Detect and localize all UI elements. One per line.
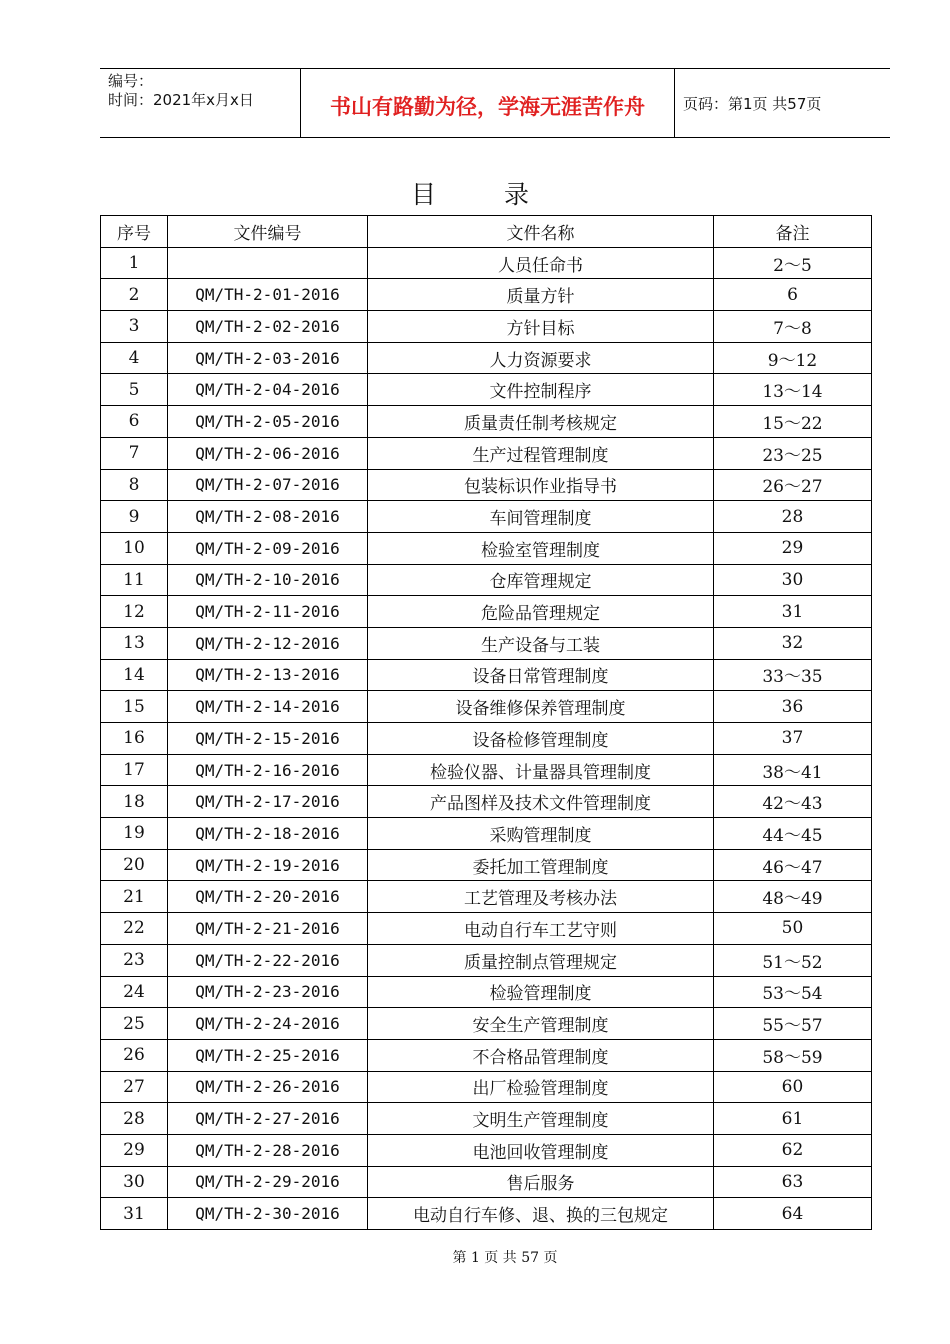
row-file-name: 文明生产管理制度 xyxy=(368,1103,714,1135)
page-header xyxy=(100,68,890,138)
row-remarks: 63 xyxy=(714,1166,872,1198)
row-file-name: 设备检修管理制度 xyxy=(368,723,714,755)
row-seq: 4 xyxy=(101,342,168,374)
table-row xyxy=(101,786,872,818)
row-file-number: QM/TH-2-24-2016 xyxy=(168,1008,368,1040)
row-seq: 6 xyxy=(101,406,168,438)
row-remarks: 36 xyxy=(714,691,872,723)
row-seq: 10 xyxy=(101,532,168,564)
row-file-name: 车间管理制度 xyxy=(368,501,714,533)
row-file-name: 质量责任制考核规定 xyxy=(368,406,714,438)
table-row xyxy=(101,1134,872,1166)
row-remarks: 15～22 xyxy=(714,406,872,438)
row-file-name: 设备日常管理制度 xyxy=(368,659,714,691)
row-file-name: 工艺管理及考核办法 xyxy=(368,881,714,913)
table-of-contents xyxy=(100,215,872,1230)
row-file-number: QM/TH-2-14-2016 xyxy=(168,691,368,723)
row-remarks: 60 xyxy=(714,1071,872,1103)
row-remarks: 48～49 xyxy=(714,881,872,913)
row-remarks: 13～14 xyxy=(714,374,872,406)
row-file-number: QM/TH-2-10-2016 xyxy=(168,564,368,596)
row-file-name: 不合格品管理制度 xyxy=(368,1039,714,1071)
table-row xyxy=(101,976,872,1008)
table-row xyxy=(101,944,872,976)
row-file-name: 采购管理制度 xyxy=(368,818,714,850)
row-file-name: 售后服务 xyxy=(368,1166,714,1198)
row-seq: 13 xyxy=(101,627,168,659)
table-row xyxy=(101,818,872,850)
table-row xyxy=(101,279,872,311)
row-file-number: QM/TH-2-25-2016 xyxy=(168,1039,368,1071)
document-number-label: 编号： xyxy=(108,72,154,90)
header-meta xyxy=(100,69,301,137)
row-seq: 19 xyxy=(101,818,168,850)
table-row xyxy=(101,564,872,596)
row-file-number: QM/TH-2-11-2016 xyxy=(168,596,368,628)
row-file-name: 检验室管理制度 xyxy=(368,532,714,564)
row-seq: 15 xyxy=(101,691,168,723)
row-remarks: 58～59 xyxy=(714,1039,872,1071)
row-file-number: QM/TH-2-22-2016 xyxy=(168,944,368,976)
row-seq: 7 xyxy=(101,437,168,469)
row-file-name: 产品图样及技术文件管理制度 xyxy=(368,786,714,818)
row-seq: 3 xyxy=(101,311,168,343)
table-row xyxy=(101,1166,872,1198)
table-row xyxy=(101,406,872,438)
header-motto: 书山有路勤为径，学海无涯苦作舟 xyxy=(301,69,675,137)
row-file-name: 仓库管理规定 xyxy=(368,564,714,596)
row-seq: 30 xyxy=(101,1166,168,1198)
row-seq: 12 xyxy=(101,596,168,628)
row-file-number: QM/TH-2-13-2016 xyxy=(168,659,368,691)
row-file-name: 质量控制点管理规定 xyxy=(368,944,714,976)
row-remarks: 23～25 xyxy=(714,437,872,469)
row-file-name: 质量方针 xyxy=(368,279,714,311)
page-footer: 第 1 页 共 57 页 xyxy=(452,1250,558,1266)
row-seq: 14 xyxy=(101,659,168,691)
row-file-name: 电动自行车修、退、换的三包规定 xyxy=(368,1198,714,1230)
table-row xyxy=(101,1103,872,1135)
row-file-number: QM/TH-2-02-2016 xyxy=(168,311,368,343)
row-seq: 8 xyxy=(101,469,168,501)
page-title: 目 录 xyxy=(411,180,559,209)
table-row xyxy=(101,849,872,881)
row-file-number: QM/TH-2-28-2016 xyxy=(168,1134,368,1166)
row-remarks: 29 xyxy=(714,532,872,564)
table-body xyxy=(101,247,872,1229)
header-seq: 序号 xyxy=(101,216,168,248)
row-file-number: QM/TH-2-27-2016 xyxy=(168,1103,368,1135)
row-file-number: QM/TH-2-20-2016 xyxy=(168,881,368,913)
row-file-name: 设备维修保养管理制度 xyxy=(368,691,714,723)
row-file-number: QM/TH-2-01-2016 xyxy=(168,279,368,311)
row-remarks: 9～12 xyxy=(714,342,872,374)
row-file-number: QM/TH-2-03-2016 xyxy=(168,342,368,374)
table-row xyxy=(101,627,872,659)
row-remarks: 6 xyxy=(714,279,872,311)
row-remarks: 30 xyxy=(714,564,872,596)
table-row xyxy=(101,374,872,406)
row-remarks: 26～27 xyxy=(714,469,872,501)
row-seq: 27 xyxy=(101,1071,168,1103)
row-file-name: 生产设备与工装 xyxy=(368,627,714,659)
row-seq: 18 xyxy=(101,786,168,818)
row-file-number: QM/TH-2-04-2016 xyxy=(168,374,368,406)
row-remarks: 64 xyxy=(714,1198,872,1230)
row-file-number: QM/TH-2-30-2016 xyxy=(168,1198,368,1230)
row-seq: 9 xyxy=(101,501,168,533)
row-remarks: 42～43 xyxy=(714,786,872,818)
table-row xyxy=(101,1198,872,1230)
row-seq: 17 xyxy=(101,754,168,786)
row-file-name: 人力资源要求 xyxy=(368,342,714,374)
row-file-name: 生产过程管理制度 xyxy=(368,437,714,469)
row-seq: 2 xyxy=(101,279,168,311)
row-seq: 26 xyxy=(101,1039,168,1071)
row-file-number: QM/TH-2-29-2016 xyxy=(168,1166,368,1198)
row-seq: 20 xyxy=(101,849,168,881)
row-file-number xyxy=(168,247,368,279)
table-row xyxy=(101,913,872,945)
table-row xyxy=(101,691,872,723)
row-remarks: 62 xyxy=(714,1134,872,1166)
row-remarks: 50 xyxy=(714,913,872,945)
row-remarks: 28 xyxy=(714,501,872,533)
row-seq: 21 xyxy=(101,881,168,913)
row-file-number: QM/TH-2-07-2016 xyxy=(168,469,368,501)
table-row xyxy=(101,437,872,469)
row-seq: 16 xyxy=(101,723,168,755)
table-row xyxy=(101,342,872,374)
table-header-row xyxy=(101,216,872,248)
row-file-number: QM/TH-2-18-2016 xyxy=(168,818,368,850)
row-remarks: 46～47 xyxy=(714,849,872,881)
row-file-number: QM/TH-2-23-2016 xyxy=(168,976,368,1008)
row-file-number: QM/TH-2-19-2016 xyxy=(168,849,368,881)
row-remarks: 33～35 xyxy=(714,659,872,691)
header-file-name: 文件名称 xyxy=(368,216,714,248)
row-file-name: 出厂检验管理制度 xyxy=(368,1071,714,1103)
row-file-name: 电动自行车工艺守则 xyxy=(368,913,714,945)
row-remarks: 44～45 xyxy=(714,818,872,850)
row-file-name: 委托加工管理制度 xyxy=(368,849,714,881)
row-remarks: 37 xyxy=(714,723,872,755)
table-row xyxy=(101,247,872,279)
table-row xyxy=(101,311,872,343)
row-file-name: 人员任命书 xyxy=(368,247,714,279)
row-remarks: 38～41 xyxy=(714,754,872,786)
header-file-number: 文件编号 xyxy=(168,216,368,248)
row-file-number: QM/TH-2-16-2016 xyxy=(168,754,368,786)
row-file-name: 安全生产管理制度 xyxy=(368,1008,714,1040)
row-remarks: 7～8 xyxy=(714,311,872,343)
table-row xyxy=(101,723,872,755)
row-seq: 22 xyxy=(101,913,168,945)
row-file-name: 电池回收管理制度 xyxy=(368,1134,714,1166)
row-remarks: 61 xyxy=(714,1103,872,1135)
row-file-name: 文件控制程序 xyxy=(368,374,714,406)
row-seq: 11 xyxy=(101,564,168,596)
row-seq: 24 xyxy=(101,976,168,1008)
row-remarks: 32 xyxy=(714,627,872,659)
row-file-name: 检验仪器、计量器具管理制度 xyxy=(368,754,714,786)
row-seq: 23 xyxy=(101,944,168,976)
row-seq: 28 xyxy=(101,1103,168,1135)
row-file-number: QM/TH-2-15-2016 xyxy=(168,723,368,755)
document-date: 时间：2021年x月x日 xyxy=(108,91,254,109)
row-seq: 1 xyxy=(101,247,168,279)
row-remarks: 51～52 xyxy=(714,944,872,976)
table-row xyxy=(101,501,872,533)
row-remarks: 31 xyxy=(714,596,872,628)
row-file-number: QM/TH-2-26-2016 xyxy=(168,1071,368,1103)
row-file-number: QM/TH-2-06-2016 xyxy=(168,437,368,469)
row-file-number: QM/TH-2-09-2016 xyxy=(168,532,368,564)
table-row xyxy=(101,596,872,628)
header-page-info: 页码：第1页 共57页 xyxy=(683,94,822,113)
row-file-number: QM/TH-2-12-2016 xyxy=(168,627,368,659)
row-file-number: QM/TH-2-05-2016 xyxy=(168,406,368,438)
header-remarks: 备注 xyxy=(714,216,872,248)
table-row xyxy=(101,1071,872,1103)
table-row xyxy=(101,1008,872,1040)
row-file-number: QM/TH-2-21-2016 xyxy=(168,913,368,945)
row-file-name: 方针目标 xyxy=(368,311,714,343)
row-remarks: 55～57 xyxy=(714,1008,872,1040)
table-row xyxy=(101,1039,872,1071)
row-remarks: 53～54 xyxy=(714,976,872,1008)
table-row xyxy=(101,469,872,501)
table-row xyxy=(101,881,872,913)
row-file-name: 危险品管理规定 xyxy=(368,596,714,628)
table-row xyxy=(101,532,872,564)
row-seq: 31 xyxy=(101,1198,168,1230)
row-seq: 25 xyxy=(101,1008,168,1040)
row-file-number: QM/TH-2-17-2016 xyxy=(168,786,368,818)
table-row xyxy=(101,659,872,691)
row-file-name: 包装标识作业指导书 xyxy=(368,469,714,501)
row-file-name: 检验管理制度 xyxy=(368,976,714,1008)
row-remarks: 2～5 xyxy=(714,247,872,279)
row-seq: 29 xyxy=(101,1134,168,1166)
row-file-number: QM/TH-2-08-2016 xyxy=(168,501,368,533)
row-seq: 5 xyxy=(101,374,168,406)
table-row xyxy=(101,754,872,786)
